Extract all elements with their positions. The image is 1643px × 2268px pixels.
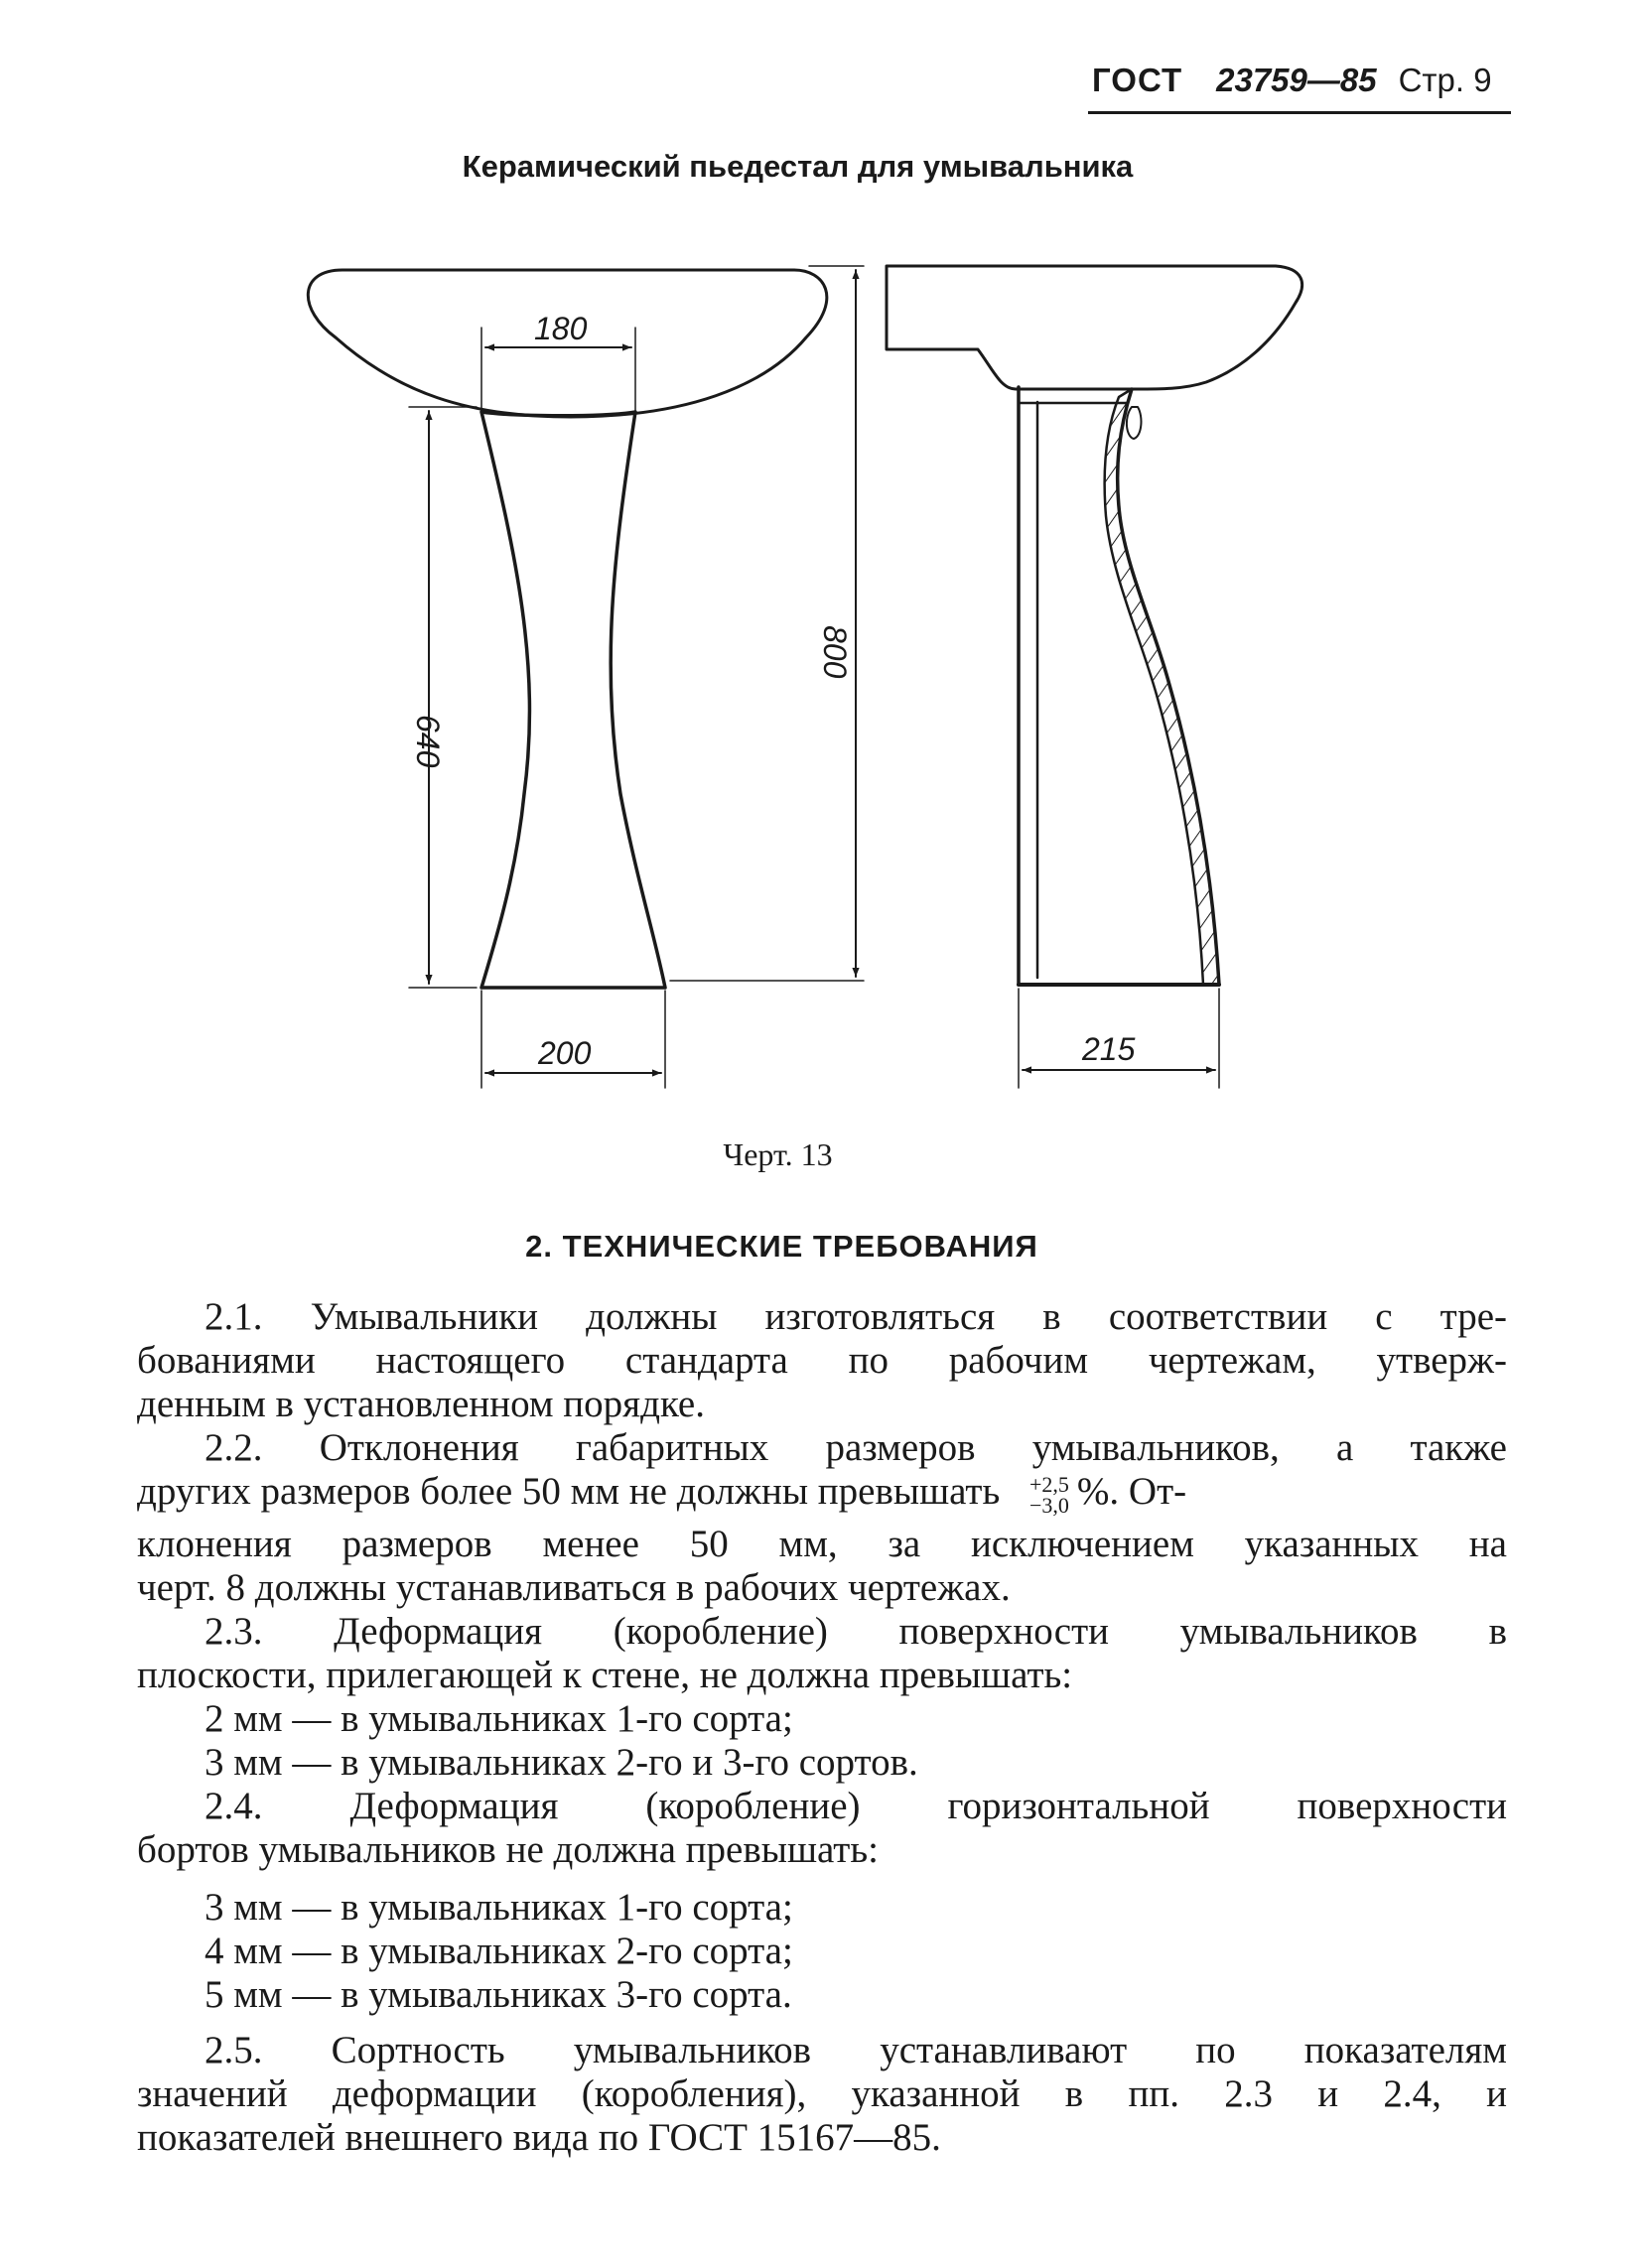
text-line: 2.1. Умывальники должны изготовляться в соответствии с тре-	[205, 1295, 1507, 1338]
pedestal-front-outline	[481, 412, 665, 988]
drawing-caption: Черт. 13	[723, 1136, 833, 1172]
text-line: показателей внешнего вида по ГОСТ 15167—85.	[137, 2116, 941, 2159]
text-line: денным в установленном порядке.	[137, 1383, 705, 1425]
text-line: бованиями настоящего стандарта по рабочим чертежам, утверж-	[137, 1339, 1507, 1382]
text-line: 2.3. Деформация (коробление) поверхности умывальников в	[205, 1610, 1507, 1653]
text-line: 3 мм — в умывальниках 2-го и 3-го сортов.	[205, 1741, 918, 1784]
text-line-with-tolerance	[137, 1470, 1507, 1519]
text-line: 2.5. Сортность умывальников устанавливают по показателям	[205, 2029, 1507, 2071]
tolerance-value	[1029, 1472, 1069, 1519]
tolerance-lower: −3,0	[1029, 1493, 1069, 1519]
text-fragment: других размеров более 50 мм не должны превышать	[137, 1470, 1001, 1513]
text-line: 3 мм — в умывальниках 1-го сорта;	[205, 1886, 793, 1929]
hatched-section	[1105, 389, 1219, 985]
tolerance-upper: +2,5	[1029, 1472, 1069, 1498]
text-fragment: %. От-	[1076, 1470, 1187, 1513]
text-line: 2 мм — в умывальниках 1-го сорта;	[205, 1697, 793, 1740]
text-line: 5 мм — в умывальниках 3-го сорта.	[205, 1973, 792, 2016]
standard-number: 23759—85	[1216, 62, 1377, 98]
text-line: клонения размеров менее 50 мм, за исключением указанных на	[137, 1523, 1507, 1565]
page-number: Стр. 9	[1398, 62, 1492, 98]
text-line: 2.4. Деформация (коробление) горизонтальной поверхности	[205, 1785, 1507, 1827]
text-line: плоскости, прилегающей к стене, не должна превышать:	[137, 1654, 1073, 1696]
text-line: значений деформации (коробления), указанной в пп. 2.3 и 2.4, и	[137, 2072, 1507, 2115]
dim-label-200: 200	[538, 1035, 592, 1071]
dim-label-215: 215	[1082, 1031, 1136, 1067]
standard-label: ГОСТ	[1092, 62, 1183, 98]
basin-side-outline	[887, 266, 1302, 389]
drawing-title: Керамический пьедестал для умывальника	[462, 149, 1134, 184]
drain-hole	[1127, 407, 1142, 439]
dim-label-640: 640	[410, 715, 446, 768]
text-line: 2.2. Отклонения габаритных размеров умывальников, а также	[205, 1426, 1507, 1469]
text-line: бортов умывальников не должна превышать:	[137, 1828, 879, 1871]
dim-label-800: 800	[817, 625, 853, 679]
text-line: черт. 8 должны устанавливаться в рабочих чертежах.	[137, 1566, 1011, 1609]
section-heading: 2. ТЕХНИЧЕСКИЕ ТРЕБОВАНИЯ	[525, 1229, 1038, 1264]
text-line: 4 мм — в умывальниках 2-го сорта;	[205, 1930, 793, 1972]
dim-label-180: 180	[534, 311, 588, 346]
